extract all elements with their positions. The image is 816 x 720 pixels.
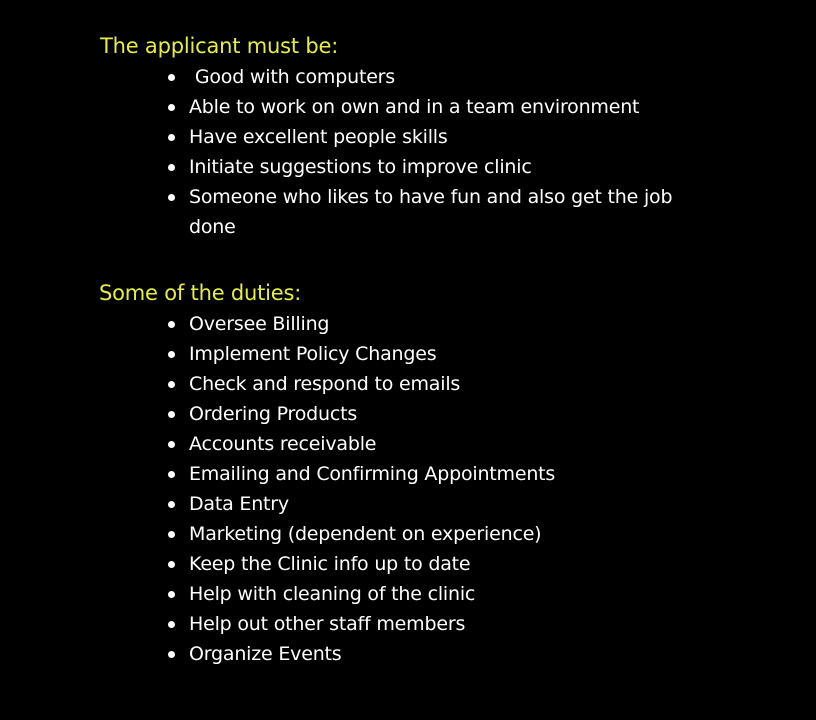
bullet-icon: [168, 164, 175, 171]
applicant-requirements-list: [0, 62, 816, 242]
applicant-requirements-section: [0, 30, 816, 242]
applicant-heading: The applicant must be:: [100, 34, 339, 58]
bullet-icon: [168, 501, 175, 508]
list-item: Keep the Clinic info up to date: [0, 549, 816, 579]
list-item: Oversee Billing: [0, 309, 816, 339]
list-item: Check and respond to emails: [0, 369, 816, 399]
list-item: Accounts receivable: [0, 429, 816, 459]
bullet-icon: [168, 381, 175, 388]
bullet-icon: [168, 651, 175, 658]
bullet-icon: [168, 561, 175, 568]
bullet-icon: [168, 321, 175, 328]
list-item: Data Entry: [0, 489, 816, 519]
bullet-icon: [168, 531, 175, 538]
bullet-icon: [168, 74, 175, 81]
bullet-icon: [168, 471, 175, 478]
list-item: Able to work on own and in a team environment: [0, 92, 816, 122]
list-item: Help with cleaning of the clinic: [0, 579, 816, 609]
list-item: Ordering Products: [0, 399, 816, 429]
list-item: Emailing and Confirming Appointments: [0, 459, 816, 489]
list-item: Help out other staff members: [0, 609, 816, 639]
bullet-icon: [168, 591, 175, 598]
duties-list: [0, 309, 816, 669]
bullet-icon: [168, 351, 175, 358]
bullet-icon: [168, 411, 175, 418]
bullet-icon: [168, 441, 175, 448]
list-item: Implement Policy Changes: [0, 339, 816, 369]
list-item: Someone who likes to have fun and also get the job done: [0, 182, 816, 242]
list-item: Good with computers: [0, 62, 816, 92]
duties-section: [0, 277, 816, 669]
bullet-icon: [168, 194, 175, 201]
list-item: Initiate suggestions to improve clinic: [0, 152, 816, 182]
bullet-icon: [168, 134, 175, 141]
duties-heading: Some of the duties:: [99, 281, 302, 305]
list-item: Have excellent people skills: [0, 122, 816, 152]
list-item: Marketing (dependent on experience): [0, 519, 816, 549]
list-item: Organize Events: [0, 639, 816, 669]
bullet-icon: [168, 621, 175, 628]
bullet-icon: [168, 104, 175, 111]
